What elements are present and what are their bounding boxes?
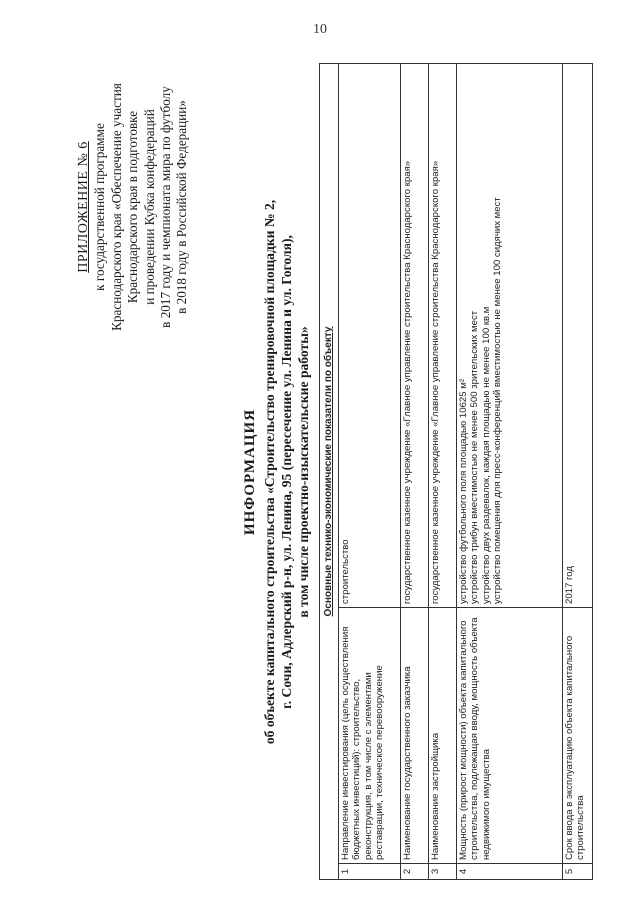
table-row: [338, 63, 400, 879]
page-number: 10: [313, 22, 327, 37]
appendix-line: и проведении Кубка конфедераций: [141, 109, 157, 305]
row-label: Срок ввода в эксплуатацию объекта капитального строительства: [562, 608, 592, 864]
row-number: 5: [562, 864, 592, 880]
table-row: [562, 63, 592, 879]
row-label: Наименование застройщика: [428, 608, 456, 864]
value-line: устройство футбольного поля площадью 10625 м²: [457, 378, 469, 604]
row-number: 3: [428, 864, 456, 880]
info-heading-block: [242, 62, 312, 882]
row-value: государственное казенное учреждение «Главное управление строительства Краснодарского края»: [428, 63, 456, 607]
table-header: Основные технико-экономические показатели по объекту: [320, 63, 339, 879]
table-row: [428, 63, 456, 879]
table-row: [400, 63, 428, 879]
appendix-line: в 2018 году в Российской Федерации»: [174, 100, 190, 314]
table-row: [456, 63, 562, 879]
info-subtitle-line: в том числе проектно-изыскательские работы»: [296, 326, 311, 618]
info-subtitle-line: г. Сочи, Адлерский р-н, ул. Ленина, 95 (пересечение ул. Ленина и ул. Гоголя),: [279, 235, 294, 709]
row-number: 2: [400, 864, 428, 880]
appendix-line: Краснодарского края в подготовке: [125, 110, 141, 304]
row-value: строительство: [338, 63, 400, 607]
appendix-heading: ПРИЛОЖЕНИЕ № 6: [76, 141, 91, 273]
appendix-line: Краснодарского края «Обеспечение участия: [108, 83, 124, 331]
appendix-block: [76, 62, 191, 352]
appendix-line: в 2017 году и чемпионата мира по футболу: [158, 86, 174, 328]
row-number: 1: [338, 864, 400, 880]
table-header-row: [320, 63, 339, 879]
row-value: 2017 год: [562, 63, 592, 607]
rotated-sheet: [72, 62, 592, 882]
row-label: Направление инвестирования (цель осуществления бюджетных инвестиций): строительство, реконструкция, в том числе с элементами реставрации, техническое перевооружение: [338, 608, 400, 864]
info-subtitle-line: об объекте капитального строительства «Строительство тренировочной площадки № 2,: [262, 199, 277, 745]
row-label: Мощность (прирост мощности) объекта капитального строительства, подлежащая вводу, мощность объекта недвижимого имущества: [456, 608, 562, 864]
appendix-line: к государственной программе: [92, 123, 108, 291]
value-line: устройство трибун вместимостью не менее 500 зрительских мест: [469, 310, 481, 604]
info-title: ИНФОРМАЦИЯ: [242, 408, 258, 536]
value-line: устройство двух раздевалок, каждая площадью не менее 100 кв.м: [480, 306, 492, 604]
row-label: Наименование государственного заказчика: [400, 608, 428, 864]
indicators-table: [319, 63, 593, 880]
row-number: 4: [456, 864, 562, 880]
row-value: государственное казенное учреждение «Главное управление строительства Краснодарского края»: [400, 63, 428, 607]
value-line: устройство помещения для пресс-конференций вместимостью не менее 100 сидячих мест: [492, 197, 504, 604]
row-value: [456, 63, 562, 607]
